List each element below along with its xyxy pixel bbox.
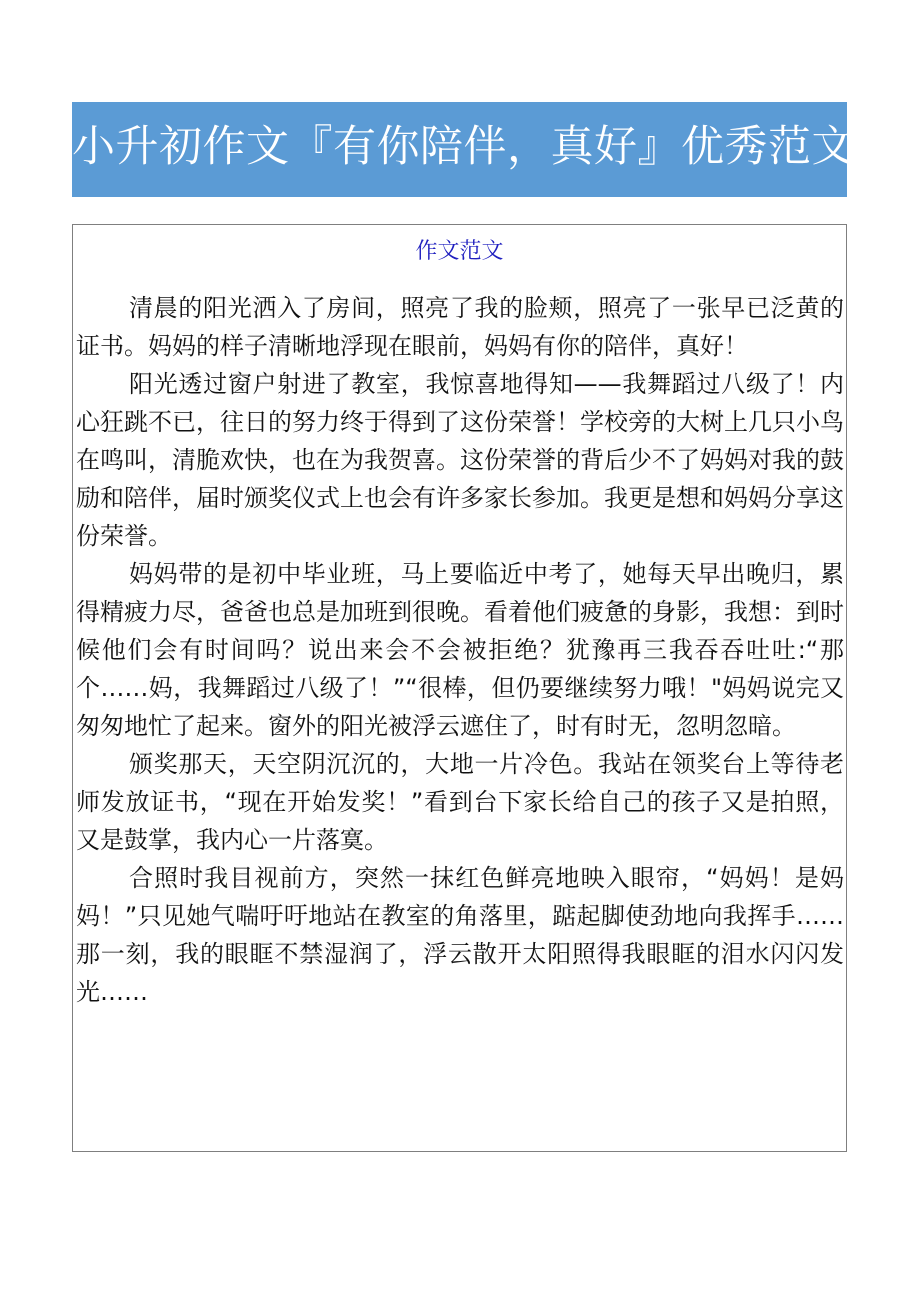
essay-box bbox=[72, 224, 847, 1152]
title-banner bbox=[72, 102, 855, 197]
section-heading: 作文范文 bbox=[415, 239, 504, 264]
essay-paragraph-4: 颁奖那天，天空阴沉沉的，大地一片冷色。我站在领奖台上等待老师发放证书，“现在开始发奖！”看到台下家长给自己的孩子又是拍照，又是鼓掌，我内心一片落寞。 bbox=[76, 750, 844, 854]
page-title: 小升初作文『有你陪伴，真好』优秀范文 bbox=[72, 122, 855, 172]
essay-body bbox=[73, 289, 846, 1011]
essay-paragraph-3: 妈妈带的是初中毕业班，马上要临近中考了，她每天早出晚归，累得精疲力尽，爸爸也总是加班到很晚。看着他们疲惫的身影，我想：到时候他们会有时间吗？说出来会不会被拒绝？犹豫再三我吞吞吐吐:“那个……妈，我舞蹈过八级了！”“很棒，但仍要继续努力哦！"妈妈说完又匆匆地忙了起来。窗外的阳光被浮云遮住了，时有时无，忽明忽暗。 bbox=[76, 560, 844, 740]
essay-paragraph-1: 清晨的阳光洒入了房间，照亮了我的脸颊，照亮了一张早已泛黄的证书。妈妈的样子清晰地浮现在眼前，妈妈有你的陪伴，真好！ bbox=[76, 294, 844, 360]
essay-paragraph-5: 合照时我目视前方，突然一抹红色鲜亮地映入眼帘，“妈妈！是妈妈！”只见她气喘吁吁地站在教室的角落里，踮起脚使劲地向我挥手……那一刻，我的眼眶不禁湿润了，浮云散开太阳照得我眼眶的泪水闪闪发光…… bbox=[76, 864, 844, 1006]
essay-paragraph-2: 阳光透过窗户射进了教室，我惊喜地得知——我舞蹈过八级了！内心狂跳不已，往日的努力终于得到了这份荣誉！学校旁的大树上几只小鸟在鸣叫，清脆欢快，也在为我贺喜。这份荣誉的背后少不了妈妈对我的鼓励和陪伴，届时颁奖仪式上也会有许多家长参加。我更是想和妈妈分享这份荣誉。 bbox=[76, 370, 844, 550]
